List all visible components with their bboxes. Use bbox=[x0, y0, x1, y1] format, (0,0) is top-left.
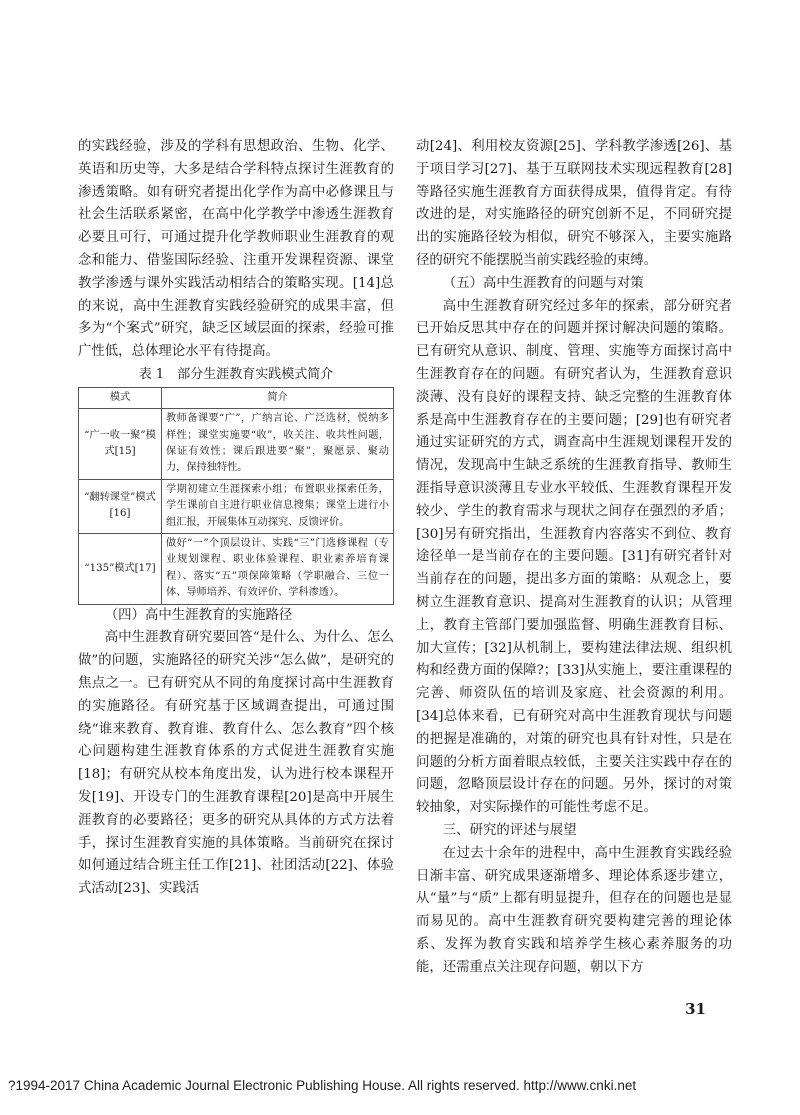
section-heading: （五）高中生涯教育的问题与对策 bbox=[442, 275, 644, 291]
table-header-row bbox=[79, 387, 394, 408]
table-row bbox=[79, 479, 394, 533]
paragraph: 在过去十余年的进程中，高中生涯教育实践经验日渐丰富、研究成果逐渐增多、理论体系逐步建立，从“量”与“质”上都有明显提升，但存在的问题也是显而易见的。高中生涯教育研究要构建完善的理论体系、发挥为教育实践和培养学生核心素养服务的功能，还需重点关注现存问题，朝以下方 bbox=[416, 845, 732, 975]
table-row bbox=[79, 534, 394, 605]
paragraph: 的实践经验，涉及的学科有思想政治、生物、化学、英语和历史等，大多是结合学科特点探讨生涯教育的渗透策略。如有研究者提出化学作为高中必修课且与社会生活联系紧密，在高中化学教学中渗透生涯教育必要且可行，可通过提升化学教师职业生涯教育的观念和能力、借鉴国际经验、注重开发课程资源、课堂教学渗透与课外实践活动相结合的策略实现。[14]总的来说，高中生涯教育实践经验研究的成果丰富，但多为“个案式”研究，缺乏区域层面的探索，经验可推广性低，总体理论水平有待提高。 bbox=[78, 139, 394, 360]
section-heading: 三、研究的评述与展望 bbox=[442, 822, 577, 838]
table-header-desc: 简介 bbox=[162, 387, 394, 408]
table-cell-mode: “翻转课堂”模式[16] bbox=[79, 479, 162, 533]
paragraph: 高中生涯教育研究要回答“是什么、为什么、怎么做”的问题，实施路径的研究关涉“怎么做”，是研究的焦点之一。已有研究从不同的角度探讨高中生涯教育的实施路径。有研究基于区域调查提出，可通过围绕“谁来教育、教育谁、教育什么、怎么教育”四个核心问题构建生涯教育体系的方式促进生涯教育实施[18]；有研究从校本角度出发，认为进行校本课程开发[19]、开设专门的生涯教育课程[20]是高中开展生涯教育的必要路径；更多的研究从具体的方式方法着手，探讨生涯教育实施的具体策略。当前研究在探讨如何通过结合班主任工作[21]、社团活动[22]、体验式活动[23]、实践活 bbox=[78, 630, 394, 897]
page-number: 31 bbox=[685, 1000, 706, 1018]
table-caption: 表 1 部分生涯教育实践模式简介 bbox=[138, 366, 334, 382]
section-heading: （四）高中生涯教育的实施路径 bbox=[104, 607, 293, 623]
right-column bbox=[416, 136, 732, 979]
table-cell-desc: 教师备课要“广”，广纳言论、广泛选材，悦纳多样性；课堂实施要“收”，收关注、收共性问题，保证有效性；课后跟进要“聚”，聚愿景、聚动力，保持独特性。 bbox=[162, 409, 394, 480]
table-header-mode: 模式 bbox=[79, 387, 162, 408]
practice-modes-table bbox=[78, 387, 394, 605]
paragraph: 高中生涯教育研究经过多年的探索，部分研究者已开始反思其中存在的问题并探讨解决问题的策略。已有研究从意识、制度、管理、实施等方面探讨高中生涯教育存在的问题。有研究者认为，生涯教育意识淡薄、没有良好的课程支持、缺乏完整的生涯教育体系是高中生涯教育存在的主要问题；[29]也有研究者通过实证研究的方式，调查高中生涯规划课程开发的情况，发现高中生缺乏系统的生涯教育指导、教师生涯指导意识淡薄且专业水平较低、生涯教育课程开发较少、学生的教育需求与现状之间存在强烈的矛盾；[30]另有研究指出，生涯教育内容落实不到位、教育途径单一是当前存在的主要问题。[31]有研究者针对当前存在的问题，提出多方面的策略：从观念上，要树立生涯教育意识、提高对生涯教育的认识；从管理上，教育主管部门要加强监督、明确生涯教育目标、加大宣传；[32]从机制上，要构建法律法规、组织机构和经费方面的保障?；[33]从实施上，要注重课程的完善、师资队伍的培训及家庭、社会资源的利用。[34]总体来看，已有研究对高中生涯教育现状与问题的把握是准确的，对策的研究也具有针对性，只是在问题的分析方面着眼点较低，主要关注实践中存在的问题，忽略顶层设计存在的问题。另外，探讨的对策较抽象，对实际操作的可能性考虑不足。 bbox=[416, 298, 732, 816]
table-cell-desc: 做好“一”个顶层设计、实践“三”门选修课程（专业规划课程、职业体验课程、职业素养培育课程）、落实“五”项保障策略（学职融合、三位一体、导师培养、有效评价、学科渗透）。 bbox=[162, 534, 394, 605]
table-cell-mode: “135”模式[17] bbox=[79, 534, 162, 605]
table-cell-mode: “广一收一聚”模式[15] bbox=[79, 409, 162, 480]
table-row bbox=[79, 409, 394, 480]
copyright-footer: ?1994-2017 China Academic Journal Electronic Publishing House. All rights reserved. http://www.cnki.net bbox=[8, 1078, 637, 1093]
paragraph: 动[24]、利用校友资源[25]、学科教学渗透[26]、基于项目学习[27]、基于互联网技术实现远程教育[28]等路径实施生涯教育方面获得成果，值得肯定。有待改进的是，对实施路径的研究创新不足，不同研究提出的实施路径较为相似，研究不够深入，主要实施路径的研究不能摆脱当前实践经验的束缚。 bbox=[416, 139, 732, 268]
table-cell-desc: 学期初建立生涯探索小组；布置职业探索任务，学生课前自主进行职业信息搜集；课堂上进行小组汇报，开展集体互动探究、反馈评价。 bbox=[162, 479, 394, 533]
left-column bbox=[78, 136, 394, 901]
